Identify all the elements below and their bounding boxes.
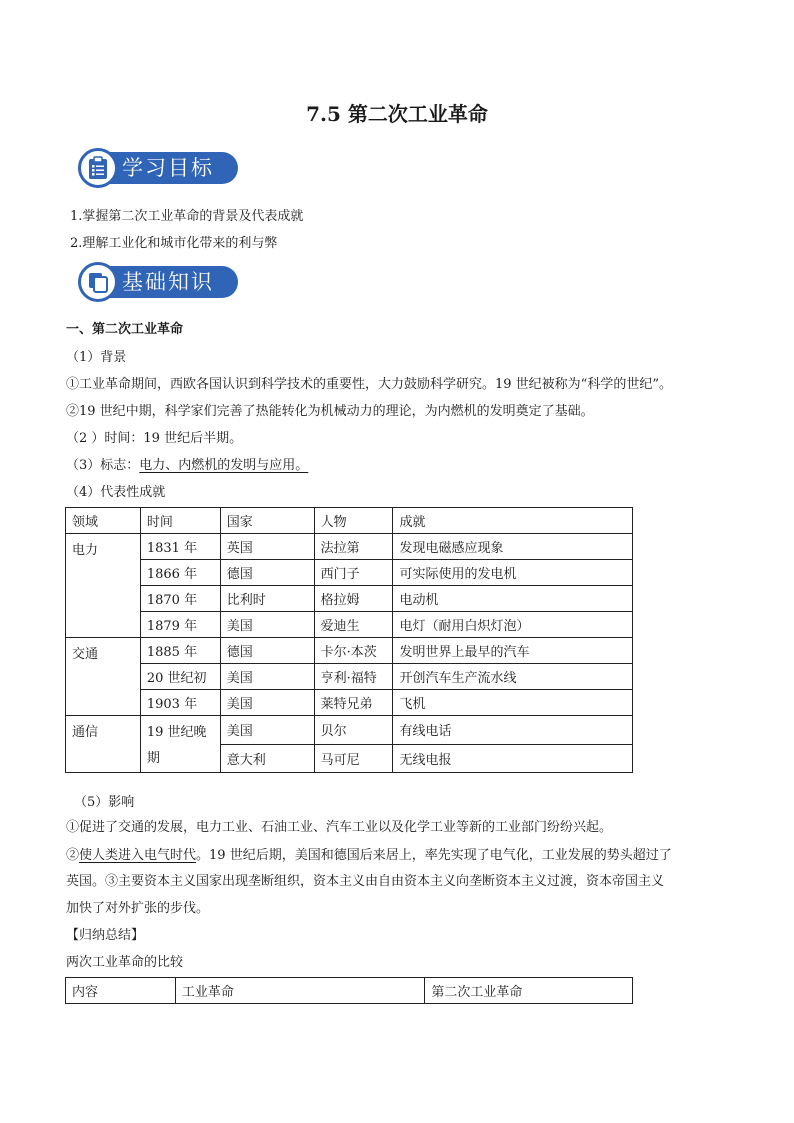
impact-point-4: 加快了对外扩张的步伐。 — [66, 901, 210, 916]
table-header-cell: 国家 — [220, 508, 314, 534]
table-cell: 格拉姆 — [314, 586, 393, 612]
table-cell: 1831 年 — [140, 534, 220, 560]
table-row — [66, 638, 633, 664]
documents-icon — [78, 262, 118, 302]
background-heading: （1）背景 — [66, 350, 127, 365]
table-row — [66, 690, 633, 716]
table-header-row — [66, 978, 633, 1004]
table-header-row — [66, 508, 633, 534]
table-row — [66, 716, 633, 745]
table-cell: 可实际使用的发电机 — [393, 560, 633, 586]
banner-label: 基础知识 — [122, 270, 214, 294]
table-row — [66, 534, 633, 560]
clipboard-icon — [78, 148, 118, 188]
table-cell: 1903 年 — [140, 690, 220, 716]
impact-rest: 。19 世纪后期，美国和德国后来居上，率先实现了电气化，工业发展的势头超过了 — [196, 848, 672, 863]
summary-heading: 【归纳总结】 — [66, 928, 145, 943]
sign-line — [66, 454, 308, 473]
table-cell: 亨利·福特 — [314, 664, 393, 690]
table-header-cell: 领域 — [66, 508, 141, 534]
background-point-1: ①工业革命期间，西欧各国认识到科学技术的重要性，大力鼓励科学研究。19 世纪被称为“科学的世纪”。 — [66, 377, 672, 392]
learning-objectives-banner — [78, 148, 238, 188]
table-cell: 1866 年 — [140, 560, 220, 586]
table-cell: 电灯（耐用白炽灯泡） — [393, 612, 633, 638]
table-cell: 莱特兄弟 — [314, 690, 393, 716]
section-heading: 一、第二次工业革命 — [66, 322, 184, 337]
table-row — [66, 612, 633, 638]
table-cell: 20 世纪初 — [140, 664, 220, 690]
table-row — [66, 586, 633, 612]
table-header-cell: 时间 — [140, 508, 220, 534]
table-cell: 有线电话 — [393, 716, 633, 745]
table-cell: 美国 — [220, 612, 314, 638]
table-row — [66, 664, 633, 690]
table-cell: 电动机 — [393, 586, 633, 612]
impact-point-1: ①促进了交通的发展，电力工业、石油工业、汽车工业以及化学工业等新的工业部门纷纷兴起。 — [66, 820, 613, 835]
banner-label: 学习目标 — [122, 156, 214, 180]
achievements-heading: （4）代表性成就 — [66, 485, 166, 500]
table-cell: 英国 — [220, 534, 314, 560]
table-cell: 发现电磁感应现象 — [393, 534, 633, 560]
impact-point-3: 英国。③主要资本主义国家出现垄断组织，资本主义由自由资本主义向垄断资本主义过渡，资本帝国主义 — [66, 874, 665, 889]
basic-knowledge-banner — [78, 262, 238, 302]
table-header-cell: 内容 — [66, 978, 176, 1004]
table-header-cell: 成就 — [393, 508, 633, 534]
time-line: （2 ）时间：19 世纪后半期。 — [66, 431, 243, 446]
table-cell: 意大利 — [220, 744, 314, 773]
table-cell: 德国 — [220, 560, 314, 586]
table-cell: 1870 年 — [140, 586, 220, 612]
field-cell: 交通 — [66, 638, 141, 716]
sign-value: 电力、内燃机的发明与应用。 — [139, 458, 309, 473]
impact-heading: （5）影响 — [74, 795, 135, 810]
impact-prefix: ② — [66, 848, 80, 863]
table-header-cell: 工业革命 — [175, 978, 425, 1004]
table-cell: 开创汽车生产流水线 — [393, 664, 633, 690]
table-header-cell: 第二次工业革命 — [425, 978, 633, 1004]
sign-prefix: （3）标志： — [66, 458, 140, 473]
table-cell: 美国 — [220, 690, 314, 716]
table-cell: 比利时 — [220, 586, 314, 612]
impact-point-2 — [66, 844, 672, 863]
table-cell: 西门子 — [314, 560, 393, 586]
background-point-2: ②19 世纪中期，科学家们完善了热能转化为机械动力的理论，为内燃机的发明奠定了基础。 — [66, 404, 594, 419]
table-cell: 1879 年 — [140, 612, 220, 638]
impact-underlined: 使人类进入电气时代 — [79, 848, 197, 863]
table-cell: 德国 — [220, 638, 314, 664]
table-cell: 发明世界上最早的汽车 — [393, 638, 633, 664]
page-title: 7.5 第二次工业革命 — [306, 102, 488, 126]
comparison-table — [65, 977, 633, 1004]
table-header-cell: 人物 — [314, 508, 393, 534]
comparison-heading: 两次工业革命的比较 — [66, 955, 184, 970]
achievements-table — [65, 507, 633, 773]
table-cell: 美国 — [220, 664, 314, 690]
table-row — [66, 560, 633, 586]
objective-1: 1.掌握第二次工业革命的背景及代表成就 — [70, 209, 304, 224]
table-cell: 1885 年 — [140, 638, 220, 664]
field-cell: 通信 — [66, 716, 141, 773]
table-cell: 法拉第 — [314, 534, 393, 560]
table-cell: 无线电报 — [393, 744, 633, 773]
table-cell: 卡尔·本茨 — [314, 638, 393, 664]
field-cell: 电力 — [66, 534, 141, 638]
table-cell: 贝尔 — [314, 716, 393, 745]
objective-2: 2.理解工业化和城市化带来的利与弊 — [70, 236, 278, 251]
table-cell: 马可尼 — [314, 744, 393, 773]
table-cell: 爱迪生 — [314, 612, 393, 638]
table-cell: 飞机 — [393, 690, 633, 716]
table-cell: 美国 — [220, 716, 314, 745]
table-cell: 19 世纪晚期 — [140, 716, 220, 773]
